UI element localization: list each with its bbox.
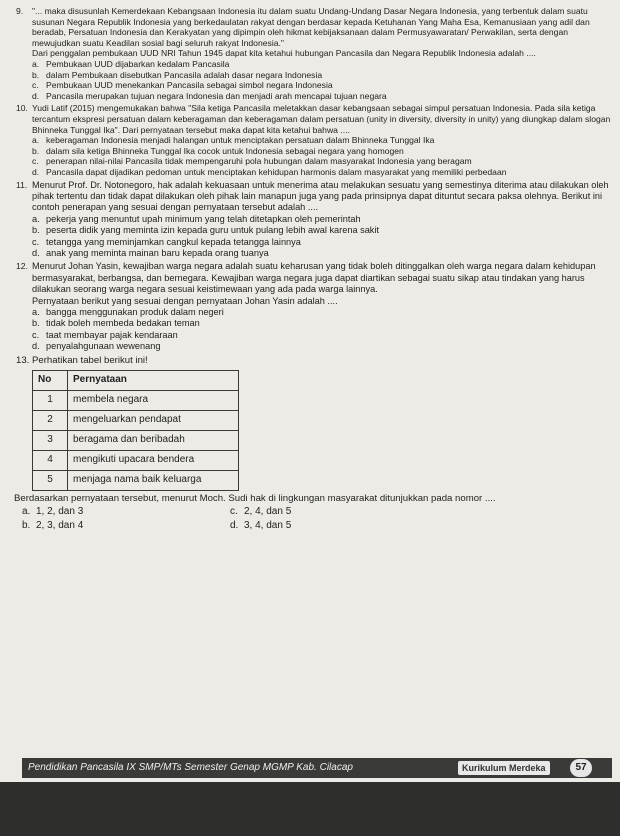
option-letter: b.: [32, 145, 40, 156]
option-text: tidak boleh membeda bedakan teman: [46, 318, 200, 329]
option-d[interactable]: [32, 167, 612, 178]
option-text: 1, 2, dan 3: [36, 505, 84, 517]
page-number: 57: [570, 759, 592, 777]
question-prompt: Dari penggalan pembukaan UUD NRI Tahun 1945 dapat kita ketahui hubungan Pancasila dan Negara Republik Indonesia adalah ....: [32, 48, 536, 59]
question-number: 13.: [16, 354, 30, 366]
option-text: 3, 4, dan 5: [244, 519, 292, 531]
option-text: dalam sila ketiga Bhinneka Tunggal Ika cocok untuk Indonesia sebagai negara yang homogen: [46, 145, 404, 156]
option-text: anak yang meminta mainan baru kepada orang tuanya: [46, 247, 269, 258]
question-stem: Yudi Latif (2015) mengemukakan bahwa "Sila ketiga Pancasila meletakkan dasar kebangsaan sebagai simpul persatuan Indonesia. Pada sila ketiga tercantum ekspresi persatuan dalam keberagaman dan keberagaman dalam persatuan (unity in diversity, diversity in unity) yang diungkap dalam slogan Bhinneka Tunggal Ika". Dari pernyataan tersebut maka dapat kita ketahui bahwa ....: [32, 103, 611, 135]
question-13: [14, 355, 612, 491]
cell-statement: mengikuti upacara bendera: [68, 450, 239, 470]
option-text: tetangga yang meminjamkan cangkul kepada tetangga lainnya: [46, 236, 301, 247]
option-a[interactable]: [32, 135, 612, 146]
question-prompt: Pernyataan berikut yang sesuai dengan pernyataan Johan Yasin adalah ....: [32, 295, 338, 306]
option-text: Pembukaan UUD menekankan Pancasila sebagai simbol negara Indonesia: [46, 80, 333, 91]
table-row: [33, 470, 239, 490]
option-text: dalam Pembukaan disebutkan Pancasila adalah dasar negara Indonesia: [46, 69, 323, 80]
question-stem: Menurut Prof. Dr. Notonegoro, hak adalah kekuasaan untuk menerima atau melakukan sesuatu yang semestinya diterima atau dilakukan oleh pihak tertentu dan tidak dapat dilakukan oleh pihak lain manapun juga yang pada prinsipnya dapat dituntut secara paksa olehnya. Berikut ini contoh penerapan yang sesuai dengan pernyataan tersebut adalah ....: [32, 179, 609, 213]
option-b[interactable]: [32, 70, 612, 81]
option-letter: b.: [32, 225, 40, 236]
option-text: pekerja yang menuntut upah minimum yang telah ditetapkan oleh pemerintah: [46, 213, 361, 224]
option-letter: c.: [230, 505, 238, 517]
option-letter: d.: [32, 341, 40, 352]
option-a[interactable]: [32, 307, 612, 318]
question-stem: "... maka disusunlah Kemerdekaan Kebangsaan Indonesia itu dalam suatu Undang-Undang Dasar Negara Indonesia, yang terbentuk dalam suatu susunan Negara Republik Indonesia yang berkedaulatan rakyat dengan berdasar kepada Ketuhanan Yang Maha Esa, Kemanusiaan yang adil dan beradab, Persatuan Indonesia dan Kerakyatan yang dipimpin oleh hikmat kebijaksanaan dalam Permusyawaratan/ Perwakilan, serta dengan mewujudkan suatu Keadilan sosial bagi seluruh rakyat Indonesia.": [32, 6, 590, 48]
option-text: Pancasila merupakan tujuan negara Indonesia dan menjadi arah mencapai tujuan negara: [46, 90, 387, 101]
option-letter: b.: [22, 519, 31, 531]
cell-statement: beragama dan beribadah: [68, 430, 239, 450]
question-12: [14, 261, 612, 352]
option-a[interactable]: [22, 505, 230, 519]
option-b[interactable]: [32, 146, 612, 157]
option-d[interactable]: [32, 248, 612, 259]
question-stem: Perhatikan tabel berikut ini!: [32, 354, 148, 366]
option-d[interactable]: [230, 519, 430, 533]
cell-no: 2: [33, 410, 68, 430]
option-letter: c.: [32, 80, 39, 91]
cell-no: 3: [33, 430, 68, 450]
option-d[interactable]: [32, 341, 612, 352]
option-letter: d.: [32, 166, 40, 177]
answer-options: [22, 505, 612, 533]
cell-no: 4: [33, 450, 68, 470]
option-text: penyalahgunaan wewenang: [46, 341, 161, 352]
table-header-row: [33, 370, 239, 390]
option-c[interactable]: [32, 237, 612, 248]
option-c[interactable]: [32, 80, 612, 91]
option-letter: c.: [32, 329, 40, 340]
option-c[interactable]: [32, 330, 612, 341]
question-number: 12.: [16, 261, 28, 272]
question-prompt: Berdasarkan pernyataan tersebut, menurut Moch. Sudi hak di lingkungan masyarakat ditunjukkan pada nomor ....: [14, 492, 496, 504]
option-text: 2, 3, dan 4: [36, 519, 84, 531]
option-letter: a.: [32, 306, 40, 317]
option-letter: a.: [32, 135, 40, 146]
question-content: [14, 6, 612, 533]
cell-no: 5: [33, 470, 68, 490]
curriculum-badge: Kurikulum Merdeka: [458, 761, 550, 775]
option-letter: d.: [32, 90, 40, 101]
option-c[interactable]: [32, 156, 612, 167]
footer-text: Pendidikan Pancasila IX SMP/MTs Semester Genap MGMP Kab. Cilacap: [28, 762, 353, 773]
option-letter: b.: [32, 318, 40, 329]
table-row: [33, 430, 239, 450]
option-letter: d.: [32, 247, 40, 258]
option-text: Pancasila dapat dijadikan pedoman untuk menciptakan kehidupan harmonis dalam masyarakat yang memiliki perbedaan: [46, 166, 507, 177]
question-10: [14, 103, 612, 177]
cell-no: 1: [33, 390, 68, 410]
option-letter: d.: [230, 519, 239, 531]
option-b[interactable]: [22, 519, 230, 533]
option-d[interactable]: [32, 91, 612, 102]
question-11: [14, 180, 612, 260]
option-text: penerapan nilai-nilai Pancasila tidak mempengaruhi pola hubungan dalam masyarakat Indonesia yang beragam: [46, 156, 472, 167]
option-text: bangga menggunakan produk dalam negeri: [46, 306, 224, 317]
option-letter: a.: [22, 505, 31, 517]
option-letter: b.: [32, 69, 40, 80]
table-row: [33, 390, 239, 410]
option-letter: a.: [32, 58, 40, 69]
option-letter: a.: [32, 213, 40, 224]
option-letter: c.: [32, 236, 40, 247]
option-c[interactable]: [230, 505, 430, 519]
option-text: keberagaman Indonesia menjadi halangan untuk menciptakan persatuan dalam Bhinneka Tunggal Ika: [46, 135, 435, 146]
question-stem: Menurut Johan Yasin, kewajiban warga negara adalah suatu keharusan yang tidak boleh ditinggalkan oleh warga negara dalam kehidupan bermasyarakat, berbangsa, dan bernegara. Kewajiban warga negara juga dapat diartikan sebagai suatu sikap atau tindakan yang harus dilakukan seorang warga negara sesuai keistimewaan yang ada pada warga lainnya.: [32, 261, 596, 295]
question-number: 11.: [16, 179, 28, 190]
option-b[interactable]: [32, 318, 612, 329]
option-letter: c.: [32, 156, 39, 167]
question-number: 10.: [16, 103, 28, 114]
option-text: Pembukaan UUD dijabarkan kedalam Pancasila: [46, 58, 230, 69]
column-header-no: No: [33, 370, 68, 390]
column-header-statement: Pernyataan: [68, 370, 239, 390]
option-text: 2, 4, dan 5: [244, 505, 292, 517]
table-row: [33, 410, 239, 430]
question-9: [14, 6, 612, 101]
background-edge: [0, 782, 620, 836]
option-a[interactable]: [32, 59, 612, 70]
page-footer: [22, 758, 612, 778]
option-text: peserta didik yang meminta izin kepada guru untuk pulang lebih awal karena sakit: [46, 225, 379, 236]
question-number: 9.: [16, 6, 24, 16]
cell-statement: mengeluarkan pendapat: [68, 410, 239, 430]
option-b[interactable]: [32, 225, 612, 236]
option-text: taat membayar pajak kendaraan: [46, 329, 178, 340]
cell-statement: membela negara: [68, 390, 239, 410]
statement-table: [32, 370, 239, 491]
cell-statement: menjaga nama baik keluarga: [68, 470, 239, 490]
table-row: [33, 450, 239, 470]
option-a[interactable]: [32, 214, 612, 225]
